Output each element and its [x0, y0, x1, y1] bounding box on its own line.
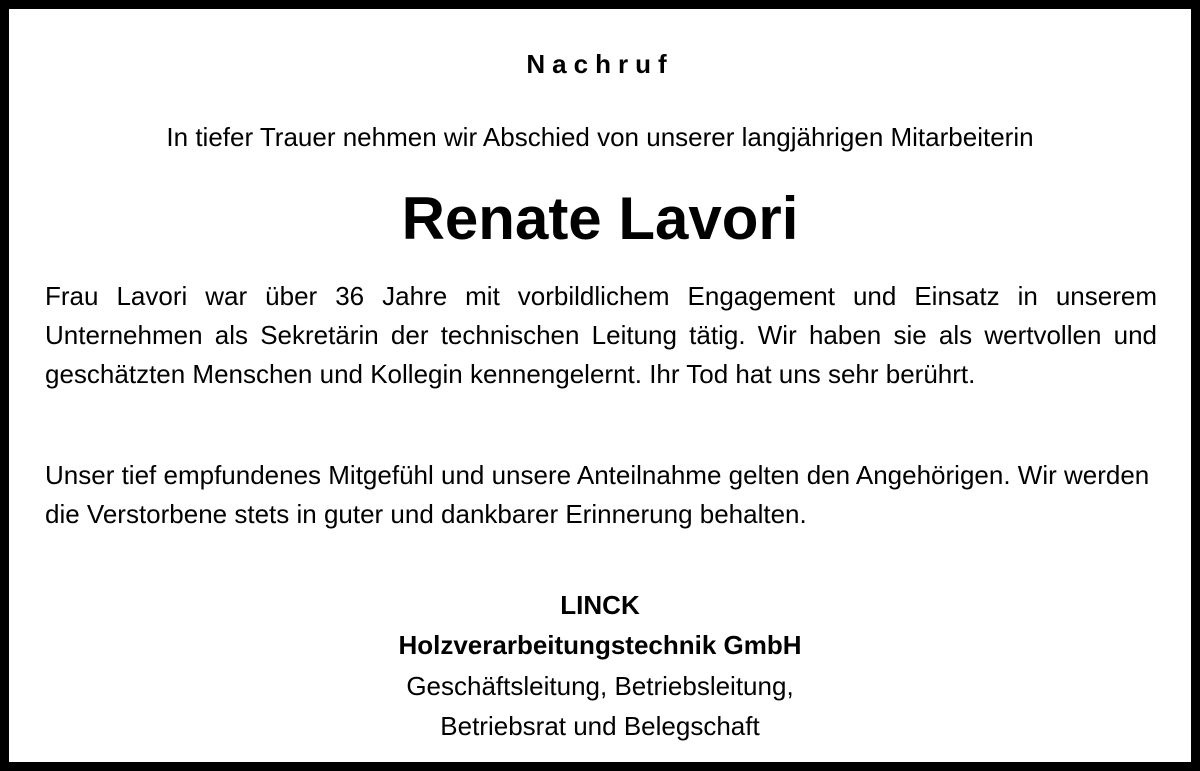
tribute-paragraph: Frau Lavori war über 36 Jahre mit vorbildlichem Engagement und Einsatz in unserem Unternehmen als Sekretärin der technischen Leitung tätig. Wir haben sie als wertvollen und geschätzten Menschen und Kollegin kennengelernt. Ihr Tod hat uns sehr berührt.: [45, 281, 1157, 389]
intro-text: In tiefer Trauer nehmen wir Abschied von unserer langjährigen Mitarbeiterin: [166, 122, 1034, 152]
signature-company-suffix: Holzverarbeitungstechnik GmbH: [398, 630, 802, 660]
deceased-name: Renate Lavori: [401, 185, 799, 252]
signature-company-name: LINCK: [560, 590, 640, 620]
signature-management: Geschäftsleitung, Betriebsleitung,: [406, 671, 794, 701]
condolence-paragraph: Unser tief empfundenes Mitgefühl und unsere Anteilnahme gelten den Angehörigen. Wir werden die Verstorbene stets in guter und dankbarer Erinnerung behalten.: [45, 460, 1150, 529]
signature-staff: Betriebsrat und Belegschaft: [440, 711, 760, 741]
obituary-title: Nachruf: [526, 49, 674, 79]
